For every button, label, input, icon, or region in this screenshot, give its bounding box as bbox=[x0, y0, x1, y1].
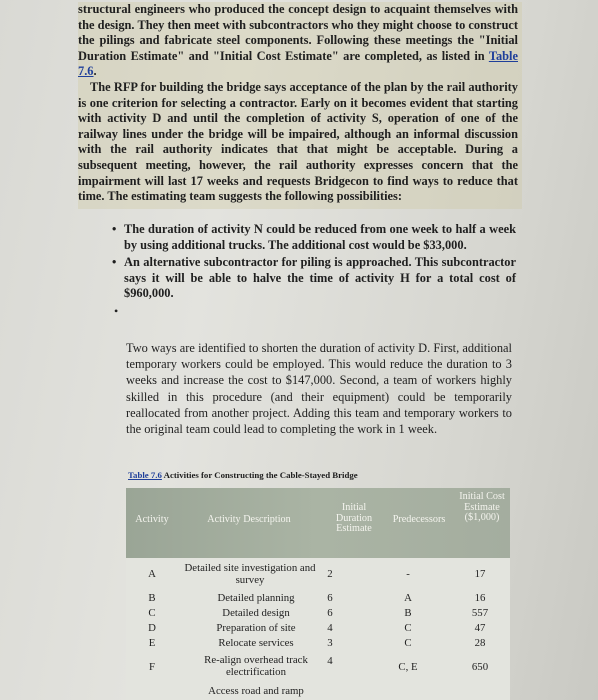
cell-predecessors: B bbox=[404, 607, 412, 619]
table-caption-link[interactable]: Table 7.6 bbox=[128, 470, 162, 480]
table-caption bbox=[128, 470, 358, 480]
header-cost: Initial Cost Estimate ($1,000) bbox=[459, 491, 505, 523]
cell-description: Detailed design bbox=[222, 607, 290, 619]
cell-description: Preparation of site bbox=[216, 622, 296, 634]
cell-predecessors: C, E bbox=[398, 661, 418, 673]
cell-cost: 47 bbox=[474, 622, 486, 634]
table-body bbox=[126, 558, 510, 700]
cell-duration: 4 bbox=[327, 622, 333, 634]
list-item: • An alternative subcontractor for piling is approached. This subcontractor says it will be able to halve the time of activity H for a total cost of $960,000. bbox=[112, 255, 516, 302]
table-header bbox=[126, 488, 510, 558]
period: . bbox=[93, 64, 97, 79]
cell-cost: 17 bbox=[474, 568, 486, 580]
cell-activity: B bbox=[148, 592, 156, 604]
cell-activity: D bbox=[148, 622, 156, 634]
table-link[interactable]: Table 7.6 bbox=[78, 48, 518, 79]
cell-description: Relocate services bbox=[218, 637, 294, 649]
cell-duration: 2 bbox=[327, 568, 333, 580]
cell-cost: 557 bbox=[471, 607, 489, 619]
cell-predecessors: C bbox=[404, 622, 412, 634]
cell-activity: E bbox=[148, 637, 156, 649]
paragraph-intro bbox=[78, 2, 518, 80]
header-predecessors: Predecessors bbox=[392, 514, 446, 525]
cell-activity: F bbox=[148, 661, 155, 673]
cell-activity: A bbox=[148, 568, 156, 580]
cell-duration: 6 bbox=[327, 592, 333, 604]
cell-predecessors: C bbox=[404, 637, 412, 649]
cell-predecessors: - bbox=[406, 568, 410, 580]
header-duration: Initial Duration Estimate bbox=[335, 502, 373, 534]
empty-bullet-icon: • bbox=[114, 304, 119, 318]
header-description: Activity Description bbox=[207, 514, 291, 525]
cell-activity: C bbox=[148, 607, 156, 619]
cell-cost: 16 bbox=[474, 592, 486, 604]
cell-description: Detailed planning bbox=[217, 592, 295, 604]
paragraph-activity-d: Two ways are identified to shorten the duration of activity D. First, additional temporary workers could be employed. This would reduce the duration to 3 weeks and increase the cost to $147,000. Second, a team of workers highly skilled in this procedure (and their equipment) could be temporarily reallocated from another project. Adding this team and temporary workers to the original team could lead to completing the work in 1 week. bbox=[126, 341, 512, 437]
cell-duration: 6 bbox=[327, 607, 333, 619]
paragraph-rfp: The RFP for building the bridge says acceptance of the plan by the rail authority is one criterion for selecting a contractor. Early on it becomes evident that starting with activity D and until the completion of activity S, operation of one of the railway lines under the bridge will be impaired, although an informal discussion with the rail authority indicates that that might be acceptable. During a subsequent meeting, however, the rail authority expresses concern that the impairment will last 17 weeks and requests Bridgecon to find ways to reduce that time. The estimating team suggests the following possibilities: bbox=[78, 79, 518, 204]
paragraph-intro-text: structural engineers who produced the concept design to acquaint themselves with the design. They then meet with subcontractors who they might choose to construct the pilings and fabricate steel components. Following these meetings the "Initial Duration Estimate" and "Initial Cost Estimate" are completed, as listed in bbox=[78, 2, 518, 63]
cell-duration: 3 bbox=[327, 637, 333, 649]
cell-predecessors: A bbox=[404, 592, 412, 604]
table-caption-text: Activities for Constructing the Cable-Stayed Bridge bbox=[161, 470, 358, 480]
cell-cost: 28 bbox=[474, 637, 486, 649]
cell-description: Re-align overhead track electrification bbox=[204, 654, 308, 678]
header-activity: Activity bbox=[135, 514, 169, 525]
cell-duration: 4 bbox=[327, 655, 333, 667]
cell-cost: 650 bbox=[471, 661, 489, 673]
highlighted-text-block bbox=[78, 2, 522, 209]
list-item: • The duration of activity N could be reduced from one week to half a week by using additional trucks. The additional cost would be $33,000. bbox=[112, 222, 516, 253]
cell-description: Detailed site investigation and survey bbox=[184, 562, 316, 586]
possibilities-list bbox=[112, 222, 516, 304]
cell-description: Access road and ramp bbox=[208, 685, 304, 697]
